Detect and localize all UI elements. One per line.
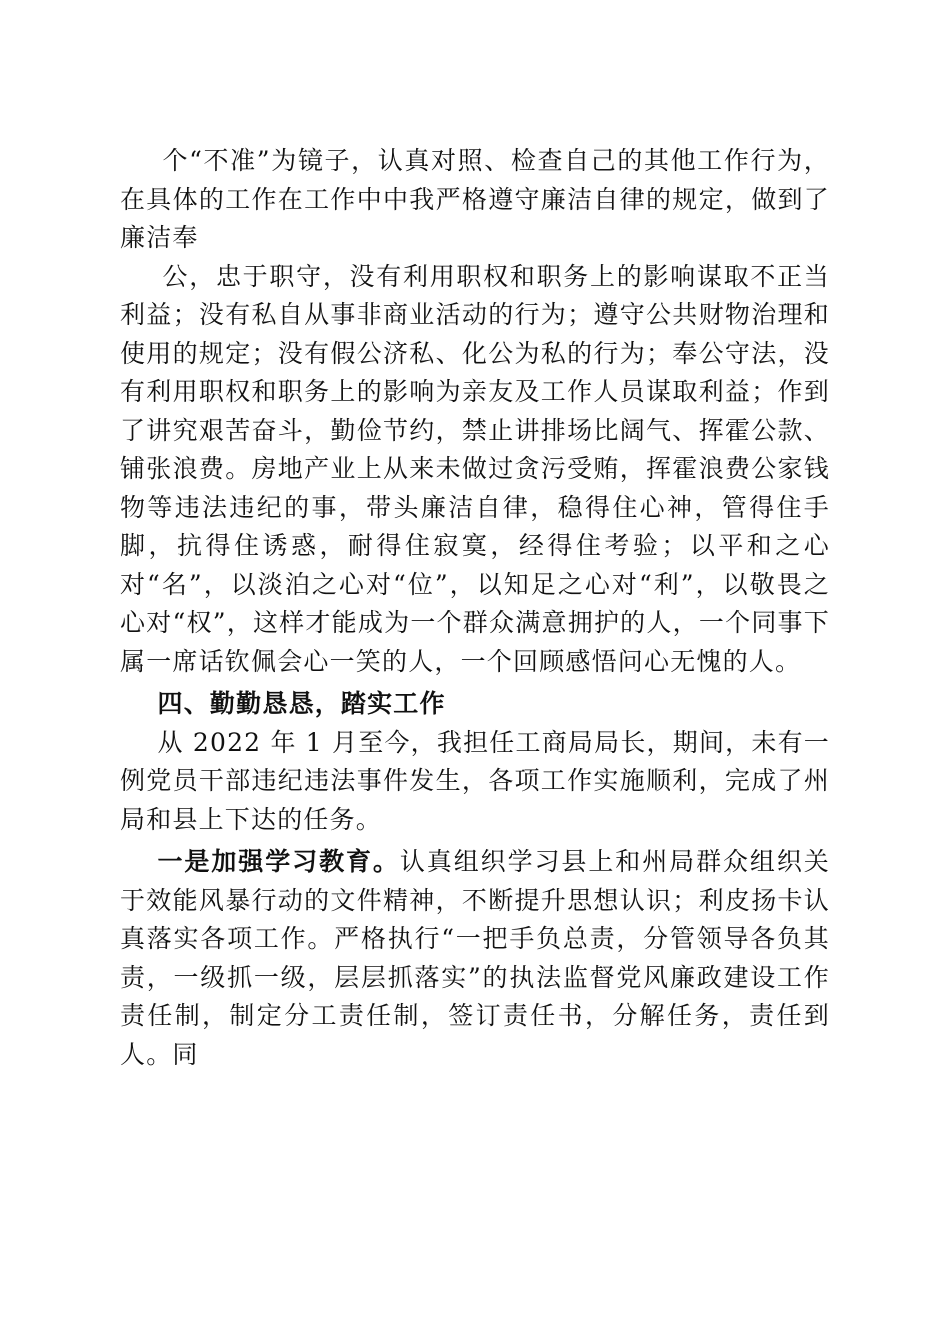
- paragraph-work-summary: 从 2022 年 1 月至今，我担任工商局局长，期间，未有一例党员干部违纪违法事件发生，各项工作实施顺利，完成了州局和县上下达的任务。: [120, 727, 830, 834]
- document-body: [120, 142, 830, 1074]
- item-one-text: 认真组织学习县上和州局群众组织关于效能风暴行动的文件精神，不断提升思想认识；利皮扬卡认真落实各项工作。严格执行“一把手负总责，分管领导各负其责，一级抓一级，层层抓落实”的执法监督党风廉政建设工作责任制，制定分工责任制，签订责任书，分解任务，责任到人。同: [120, 847, 830, 1069]
- section-heading: 四、勤勤恳恳，踏实工作: [157, 689, 446, 718]
- paragraph-item-one: [120, 843, 830, 1074]
- paragraph-duty-and-integrity: 公，忠于职守，没有利用职权和职务上的影响谋取不正当利益；没有私自从事非商业活动的行为；遵守公共财物治理和使用的规定；没有假公济私、化公为私的行为；奉公守法，没有利用职权和职务上的影响为亲友及工作人员谋取利益；作到了讲究艰苦奋斗，勤俭节约，禁止讲排场比阔气、挥霍公款、铺张浪费。房地产业上从来未做过贪污受贿，挥霍浪费公家钱物等违法违纪的事，带头廉洁自律，稳得住心神，管得住手脚，抗得住诱惑，耐得住寂寞，经得住考验；以平和之心对“名”，以淡泊之心对“位”，以知足之心对“利”，以敬畏之心对“权”，这样才能成为一个群众满意拥护的人，一个同事下属一席话钦佩会心一笑的人，一个回顾感悟问心无愧的人。: [120, 261, 830, 676]
- item-one-lead: 一是加强学习教育。: [157, 847, 400, 876]
- paragraph-incorruptible-conduct: 个“不准”为镜子，认真对照、检查自己的其他工作行为，在具体的工作在工作中中我严格遵守廉洁自律的规定，做到了廉洁奉: [120, 146, 830, 252]
